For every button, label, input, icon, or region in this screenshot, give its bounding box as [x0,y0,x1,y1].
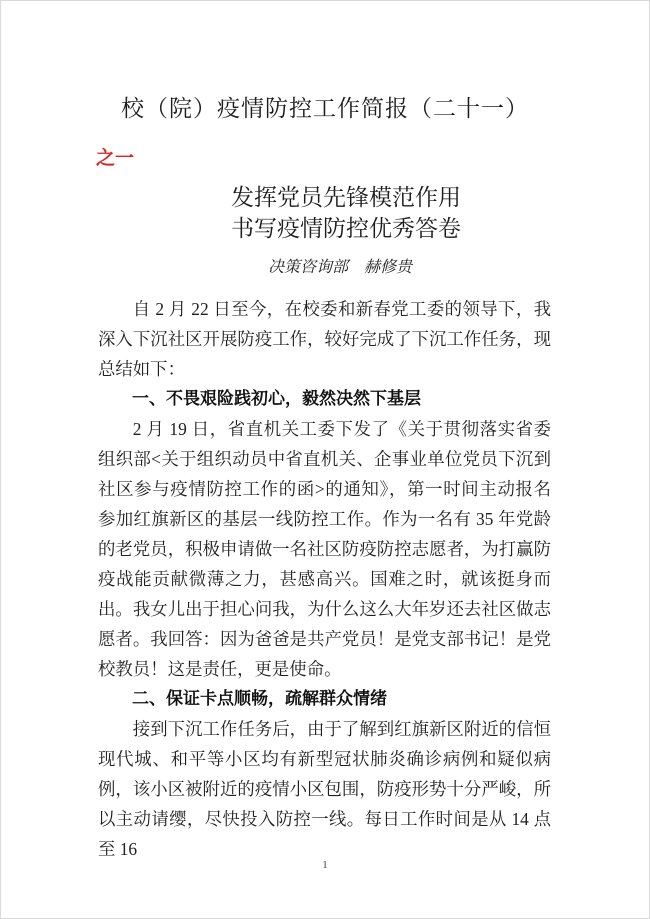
document-body [98,294,551,864]
byline: 决策咨询部 赫修贵 [267,259,412,276]
page-number: 1 [322,859,328,871]
section-heading-2: 二、保证卡点顺畅，疏解群众情绪 [132,689,387,708]
issue-label: 之一 [96,148,135,169]
article-title-line-2: 书写疫情防控优秀答卷 [231,216,461,241]
paragraph-intro: 自 2 月 22 日至今，在校委和新春党工委的领导下，我深入下沉社区开展防疫工作，较好完成了下沉工作任务，现总结如下： [98,299,551,379]
paragraph-section-2: 接到下沉工作任务后，由于了解到红旗新区附近的信恒现代城、和平等小区均有新型冠状肺炎确诊病例和疑似病例，该小区被附近的疫情小区包围，防疫形势十分严峻，所以主动请缨，尽快投入防控一线。每日工作时间是从 14 点至 16 [98,719,551,859]
article-title [1,182,649,244]
article-title-line-1: 发挥党员先锋模范作用 [231,185,461,210]
document-title: 校（院）疫情防控工作简报（二十一） [121,96,529,121]
section-heading-1: 一、不畏艰险践初心，毅然决然下基层 [132,389,421,408]
paragraph-section-1: 2 月 19 日，省直机关工委下发了《关于贯彻落实省委组织部<关于组织动员中省直机关、企事业单位党员下沉到社区参与疫情防控工作的函>的通知》，第一时间主动报名参加红旗新区的基层一线防控工作。作为一名有 35 年党龄的老党员，积极申请做一名社区防疫防控志愿者，为打赢防疫战能贡献微薄之力，甚感高兴。国难之时，就该挺身而出。我女儿出于担心问我，为什么这么大年岁还去社区做志愿者。我回答：因为爸爸是共产党员！是党支部书记！是党校教员！这是责任，更是使命。 [98,419,551,679]
